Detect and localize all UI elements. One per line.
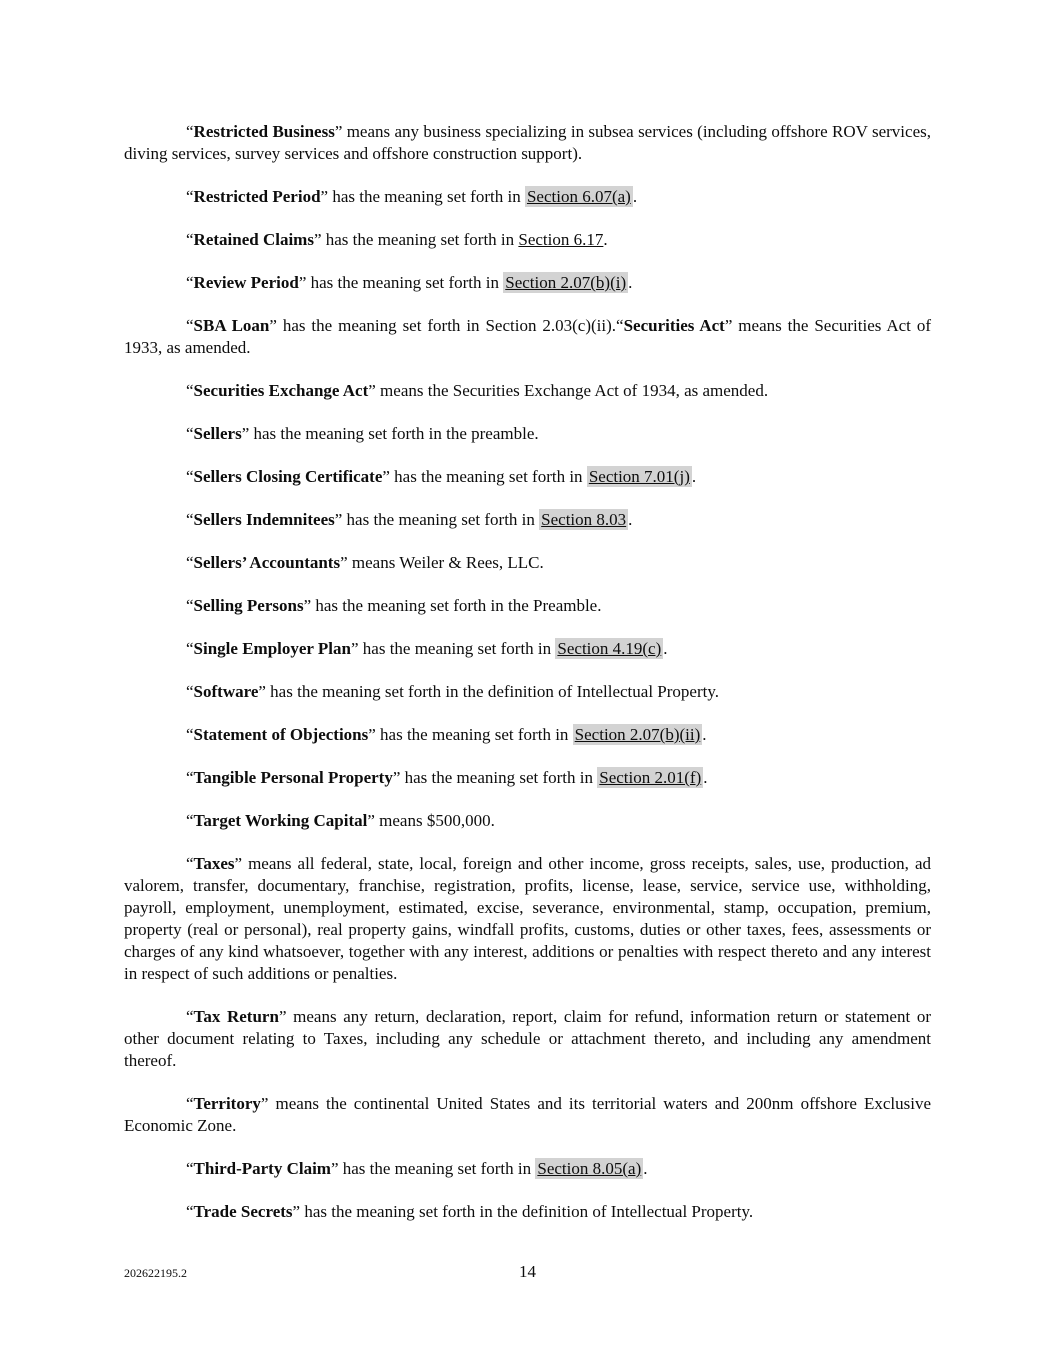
definition-paragraph	[124, 186, 931, 208]
defined-term: Securities Act	[623, 316, 725, 335]
paragraph-text: ” has the meaning set forth in the Preamble.	[303, 596, 602, 615]
defined-term: Sellers Closing Certificate	[193, 467, 383, 486]
paragraph-text: .	[628, 273, 633, 292]
paragraph-text: ” has the meaning set forth in the preamble.	[241, 424, 539, 443]
definition-paragraph	[124, 1006, 931, 1072]
paragraph-text: .	[628, 510, 633, 529]
paragraph-text: ” means the continental United States and its territorial waters and 200nm offshore Exclusive Economic Zone.	[124, 1094, 931, 1135]
section-reference[interactable]: Section 8.05(a)	[537, 1159, 642, 1178]
definition-paragraph	[124, 810, 931, 832]
definition-paragraph	[124, 423, 931, 445]
paragraph-text: “	[186, 510, 194, 529]
paragraph-text: “	[186, 122, 194, 141]
defined-term: Target Working Capital	[193, 811, 368, 830]
defined-term: Software	[193, 682, 259, 701]
paragraph-text: “	[186, 725, 194, 744]
definition-paragraph	[124, 1158, 931, 1180]
paragraph-text: ” means all federal, state, local, foreign and other income, gross receipts, sales, use, production, ad valorem, transfer, documentary, franchise, registration, profits, license, lease, service, service use, withholding, payroll, employment, unemployment, estimated, excise, severance, environmental, stamp, occupation, premium, property (real or personal), real property gains, windfall profits, customs, duties or other taxes, fees, assessments or charges of any kind whatsoever, together with any interest, additions or penalties with respect thereto and any interest in respect of such additions or penalties.	[124, 854, 931, 983]
defined-term: Tax Return	[193, 1007, 279, 1026]
defined-term: Review Period	[193, 273, 299, 292]
definition-paragraph	[124, 724, 931, 746]
paragraph-text: “	[186, 1202, 194, 1221]
section-reference[interactable]: Section 6.17	[518, 230, 604, 249]
paragraph-text: “	[186, 639, 194, 658]
definition-paragraph	[124, 853, 931, 985]
paragraph-text: “	[186, 553, 194, 572]
section-reference[interactable]: Section 2.07(b)(ii)	[574, 725, 701, 744]
paragraph-text: ” has the meaning set forth in	[298, 273, 504, 292]
paragraph-text: .	[691, 467, 697, 486]
paragraph-text: “	[186, 682, 194, 701]
defined-term: Retained Claims	[193, 230, 314, 249]
definition-paragraph	[124, 272, 931, 294]
paragraph-text: .	[663, 639, 668, 658]
section-reference[interactable]: Section 4.19(c)	[557, 639, 662, 658]
definition-paragraph	[124, 767, 931, 789]
paragraph-text: “	[186, 1007, 194, 1026]
definition-paragraph	[124, 681, 931, 703]
defined-term: Restricted Business	[193, 122, 335, 141]
defined-term: Third-Party Claim	[193, 1159, 331, 1178]
defined-term: Taxes	[193, 854, 235, 873]
paragraph-text: ” has the meaning set forth in	[320, 187, 525, 206]
definition-paragraph	[124, 1201, 931, 1223]
section-reference[interactable]: Section 7.01(j)	[588, 467, 690, 486]
defined-term: Sellers Indemnitees	[193, 510, 335, 529]
paragraph-text: “	[186, 1159, 194, 1178]
paragraph-text: ” means any business specializing in subsea services (including offshore ROV services, diving services, survey services and offshore construction support).	[124, 122, 931, 163]
definition-paragraph	[124, 509, 931, 531]
defined-term: Sellers’ Accountants	[193, 553, 341, 572]
definition-paragraph	[124, 121, 931, 165]
paragraph-text: “	[186, 596, 194, 615]
defined-term: Securities Exchange Act	[193, 381, 369, 400]
paragraph-text: ” means Weiler & Rees, LLC.	[340, 553, 544, 572]
paragraph-text: ” has the meaning set forth in	[382, 467, 587, 486]
defined-term: Single Employer Plan	[193, 639, 351, 658]
section-reference[interactable]: Section 2.01(f)	[599, 768, 702, 787]
paragraph-text: “	[186, 316, 194, 335]
document-body	[124, 121, 931, 1244]
defined-term: Territory	[193, 1094, 261, 1113]
page-number: 14	[519, 1262, 536, 1281]
paragraph-text: ” has the meaning set forth in	[392, 768, 598, 787]
paragraph-text: “	[186, 1094, 194, 1113]
paragraph-text: ” has the meaning set forth in Section 2.03(c)(ii).“	[269, 316, 624, 335]
paragraph-text: “	[186, 230, 194, 249]
definition-paragraph	[124, 638, 931, 660]
definition-paragraph	[124, 595, 931, 617]
defined-term: Trade Secrets	[193, 1202, 293, 1221]
definition-paragraph	[124, 380, 931, 402]
paragraph-text: .	[603, 230, 608, 249]
section-reference[interactable]: Section 2.07(b)(i)	[505, 273, 627, 292]
paragraph-text: ” has the meaning set forth in	[368, 725, 573, 744]
paragraph-text: ” means $500,000.	[367, 811, 495, 830]
defined-term: Selling Persons	[193, 596, 304, 615]
definition-paragraph	[124, 315, 931, 359]
paragraph-text: .	[643, 1159, 648, 1178]
paragraph-text: “	[186, 424, 194, 443]
paragraph-text: “	[186, 381, 194, 400]
paragraph-text: .	[702, 725, 707, 744]
paragraph-text: ” has the meaning set forth in the definition of Intellectual Property.	[258, 682, 719, 701]
defined-term: Tangible Personal Property	[193, 768, 393, 787]
definition-paragraph	[124, 466, 931, 488]
paragraph-text: ” has the meaning set forth in	[334, 510, 540, 529]
paragraph-text: ” has the meaning set forth in	[330, 1159, 536, 1178]
paragraph-text: “	[186, 768, 194, 787]
paragraph-text: ” has the meaning set forth in	[313, 230, 519, 249]
paragraph-text: “	[186, 273, 194, 292]
paragraph-text: “	[186, 467, 194, 486]
section-reference[interactable]: Section 6.07(a)	[526, 187, 631, 206]
defined-term: Restricted Period	[193, 187, 321, 206]
paragraph-text: “	[186, 811, 194, 830]
paragraph-text: “	[186, 854, 194, 873]
defined-term: Sellers	[193, 424, 242, 443]
paragraph-text: ” means the Securities Act of 1933, as amended.	[124, 316, 931, 357]
definition-paragraph	[124, 1093, 931, 1137]
paragraph-text: ” means the Securities Exchange Act of 1934, as amended.	[368, 381, 769, 400]
definition-paragraph	[124, 229, 931, 251]
paragraph-text: “	[186, 187, 194, 206]
defined-term: SBA Loan	[193, 316, 270, 335]
paragraph-text: ” has the meaning set forth in	[350, 639, 556, 658]
defined-term: Statement of Objections	[193, 725, 369, 744]
paragraph-text: ” has the meaning set forth in the definition of Intellectual Property.	[292, 1202, 754, 1221]
paragraph-text: ” means any return, declaration, report, claim for refund, information return or statement or other document relating to Taxes, including any schedule or attachment thereto, and including any amendment thereof.	[124, 1007, 932, 1070]
document-number: 202622195.2	[124, 1266, 187, 1280]
paragraph-text: .	[632, 187, 638, 206]
paragraph-text: .	[703, 768, 708, 787]
definition-paragraph	[124, 552, 931, 574]
section-reference[interactable]: Section 8.03	[541, 510, 627, 529]
